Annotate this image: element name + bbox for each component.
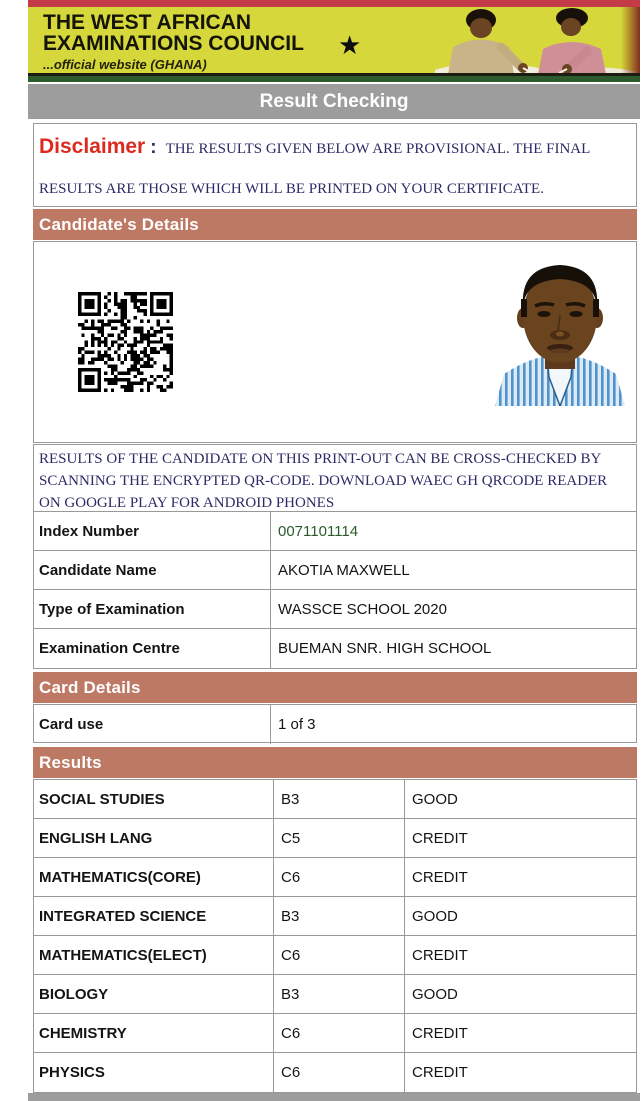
grade-interpretation: CREDIT [412, 829, 468, 847]
grade-interpretation: CREDIT [412, 868, 468, 886]
field-value: 0071101114 [278, 522, 359, 540]
field-value: 1 of 3 [278, 716, 316, 733]
grade-interpretation: CREDIT [412, 1024, 468, 1042]
section-header-card-details: Card Details [33, 672, 637, 703]
field-label: Index Number [34, 512, 271, 550]
grade-interpretation: GOOD [412, 907, 458, 925]
grade-value: C5 [274, 819, 405, 857]
field-value: WASSCE SCHOOL 2020 [278, 600, 447, 618]
disclaimer-text: THE RESULTS GIVEN BELOW ARE PROVISIONAL. THE FINAL RESULTS ARE THOSE WHICH WILL BE PRINTED ON YOUR CERTIFICATE. [39, 141, 591, 197]
field-label: Card use [34, 705, 271, 744]
section-header-candidate-details: Candidate's Details [33, 209, 637, 240]
disclaimer-box [33, 123, 637, 207]
card-details-table [33, 704, 637, 743]
qr-note-text: RESULTS OF THE CANDIDATE ON THIS PRINT-OUT CAN BE CROSS-CHECKED BY SCANNING THE ENCRYPTED QR-CODE. DOWNLOAD WAEC GH QRCODE READER ON GOOGLE PLAY FOR ANDROID PHONES [33, 444, 637, 512]
field-value: BUEMAN SNR. HIGH SCHOOL [278, 640, 492, 657]
footer-bar [28, 1093, 640, 1101]
field-label: Type of Examination [34, 590, 271, 628]
subject-name: ENGLISH LANG [34, 819, 274, 857]
results-table [33, 779, 637, 1093]
grade-value: C6 [274, 1053, 405, 1092]
table-row [34, 705, 636, 744]
candidate-media-box [33, 241, 637, 443]
star-icon: ★ [338, 30, 362, 60]
result-row [34, 897, 636, 936]
result-row [34, 780, 636, 819]
banner-bottom-stripe [28, 76, 640, 82]
grade-value: C6 [274, 936, 405, 974]
banner-title-line2: EXAMINATIONS COUNCIL [43, 31, 304, 56]
result-row [34, 858, 636, 897]
waec-header-banner [28, 0, 640, 82]
result-row [34, 936, 636, 975]
grade-value: C6 [274, 858, 405, 896]
table-row [34, 590, 636, 629]
field-label: Examination Centre [34, 629, 271, 668]
waec-logo-text [43, 12, 304, 72]
grade-interpretation: CREDIT [412, 946, 468, 964]
page-title: Result Checking [28, 84, 640, 119]
qr-code [78, 292, 173, 392]
grade-value: B3 [274, 975, 405, 1013]
field-value: AKOTIA MAXWELL [278, 561, 410, 579]
subject-name: MATHEMATICS(CORE) [34, 858, 274, 896]
table-row [34, 551, 636, 590]
students-studying-illustration [435, 7, 640, 74]
disclaimer-label: Disclaimer [39, 135, 146, 158]
table-row [34, 629, 636, 668]
disclaimer-separator: : [150, 137, 157, 158]
grade-value: B3 [274, 780, 405, 818]
result-row [34, 819, 636, 858]
table-row [34, 512, 636, 551]
subject-name: INTEGRATED SCIENCE [34, 897, 274, 935]
banner-top-stripe [28, 0, 640, 7]
field-label: Candidate Name [34, 551, 271, 589]
candidate-photo [487, 255, 633, 406]
result-row [34, 1014, 636, 1053]
subject-name: BIOLOGY [34, 975, 274, 1013]
subject-name: MATHEMATICS(ELECT) [34, 936, 274, 974]
grade-value: B3 [274, 897, 405, 935]
candidate-details-table [33, 512, 637, 669]
subject-name: PHYSICS [34, 1053, 274, 1092]
result-row [34, 1053, 636, 1092]
grade-interpretation: GOOD [412, 790, 458, 808]
grade-interpretation: GOOD [412, 985, 458, 1003]
section-header-results: Results [33, 747, 637, 778]
subject-name: SOCIAL STUDIES [34, 780, 274, 818]
banner-title-line1: THE WEST AFRICAN [43, 10, 252, 35]
result-row [34, 975, 636, 1014]
grade-value: C6 [274, 1014, 405, 1052]
subject-name: CHEMISTRY [34, 1014, 274, 1052]
banner-subtitle: ...official website (GHANA) [43, 57, 207, 72]
grade-interpretation: CREDIT [412, 1064, 468, 1081]
